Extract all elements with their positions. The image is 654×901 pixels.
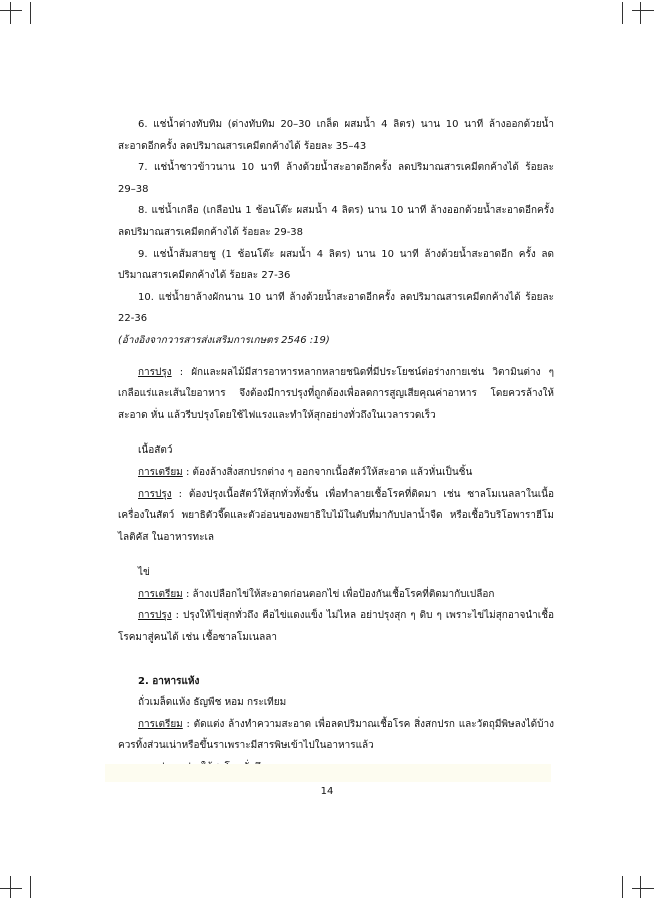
crop-mark [0, 888, 22, 889]
paragraph-item-10: 10. แช่น้ำยาล้างผักนาน 10 นาที ล้างด้วยน้ำสะอาดอีกครั้ง ลดปริมาณสารเคมีตกค้างได้ ร้อยละ 22-36 [118, 291, 554, 325]
egg-title: ไข่ [138, 567, 150, 579]
crop-mark [640, 876, 641, 898]
egg-cook-label: การปรุง [138, 610, 172, 622]
page-content [118, 114, 554, 779]
crop-mark [622, 2, 623, 24]
crop-mark [10, 876, 11, 898]
crop-mark [10, 2, 11, 24]
crop-mark [30, 2, 31, 24]
dry-food-subtitle: ถั่วเมล็ดแห้ง ธัญพืช หอม กระเทียม [138, 697, 287, 709]
meat-cook-text: : ต้องปรุงเนื้อสัตว์ให้สุกทั่วทั้งชิ้น เพื่อทำลายเชื้อโรคที่ติดมา เช่น ซาลโมเนลลาในเนื้อ เครื่องในสัตว์ พยาธิตัวจี๊ดและตัวอ่อนของพยาธิใบไม้ในตับที่มากับปลาน้ำจืด หรือเชื้อวิบริโอพาราฮีโมไลติคัส ในอาหารทะเล [118, 488, 554, 543]
page-number: 14 [320, 786, 334, 797]
meat-prep-text: : ต้องล้างสิ่งสกปรกต่าง ๆ ออกจากเนื้อสัตว์ให้สะอาด แล้วหั่นเป็นชิ้น [182, 466, 473, 478]
meat-cook [118, 484, 554, 549]
egg-prep-text: : ล้างเปลือกไข่ให้สะอาดก่อนตอกไข่ เพื่อป้องกันเชื้อโรคที่ติดมากับเปลือก [182, 588, 495, 600]
citation: (อ้างอิงจากวารสารส่งเสริมการเกษตร 2546 :19) [118, 334, 330, 346]
crop-mark [632, 888, 654, 889]
cooking-paragraph [118, 362, 554, 427]
egg-prep [118, 584, 554, 606]
meat-title: เนื้อสัตว์ [138, 445, 173, 457]
egg-cook [118, 605, 554, 648]
crop-mark [622, 876, 623, 898]
footer-shade [105, 764, 551, 782]
meat-prep [118, 462, 554, 484]
section-heading: 2. อาหารแห้ง [138, 675, 200, 687]
meat-cook-label: การปรุง [138, 488, 172, 500]
egg-prep-label: การเตรียม [138, 588, 183, 600]
cooking-label: การปรุง [138, 366, 172, 378]
paragraph-item-9: 9. แช่น้ำส้มสายชู (1 ช้อนโต๊ะ ผสมน้ำ 4 ลิตร) นาน 10 นาที ล้างด้วยน้ำสะอาดอีก ครั้ง ลดปริมาณสารเคมีตกค้างได้ ร้อยละ 27-36 [118, 248, 554, 282]
dry-food-prep [118, 714, 554, 757]
cooking-text: : ผักและผลไม้มีสารอาหารหลากหลายชนิดที่มีประโยชน์ต่อร่างกายเช่น วิตามินต่าง ๆ เกลือแร่และเส้นใยอาหาร จึงต้องมีการปรุงที่ถูกต้องเพื่อลดการสูญเสียคุณค่าอาหาร โดยควรล้างให้สะอาด หั่น แล้วรีบปรุงโดยใช้ไฟแรงและทำให้สุกอย่างทั่วถึงในเวลารวดเร็ว [118, 366, 554, 421]
crop-mark [0, 10, 22, 11]
crop-mark [30, 876, 31, 898]
egg-cook-text: : ปรุงให้ไข่สุกทั่วถึง คือไข่แดงแข็ง ไม่ไหล อย่าปรุงสุก ๆ ดิบ ๆ เพราะไข่ไม่สุกอาจนำเชื้อโรคมาสู่คนได้ เช่น เชื้อซาลโมเนลลา [118, 610, 554, 644]
meat-prep-label: การเตรียม [138, 466, 183, 478]
crop-mark [632, 10, 654, 11]
dry-food-prep-text: : ตัดแต่ง ล้างทำความสะอาด เพื่อลดปริมาณเชื้อโรค สิ่งสกปรก และวัตถุมีพิษลงได้บ้าง ควรทิ้งส่วนเน่าหรือขึ้นราเพราะมีสารพิษเข้าไปในอาหารแล้ว [118, 718, 554, 752]
crop-mark [640, 2, 641, 24]
paragraph-item-7: 7. แช่น้ำซาวข้าวนาน 10 นาที ล้างด้วยน้ำสะอาดอีกครั้ง ลดปริมาณสารเคมีตกค้างได้ ร้อยละ 29–38 [118, 162, 554, 195]
paragraph-item-6: 6. แช่น้ำด่างทับทิม (ด่างทับทิม 20–30 เกล็ด ผสมน้ำ 4 ลิตร) นาน 10 นาที ล้างออกด้วยน้ำสะอาดอีกครั้ง ลดปริมาณสารเคมีตกค้างได้ ร้อยละ 35–43 [118, 119, 554, 152]
paragraph-item-8: 8. แช่น้ำเกลือ (เกลือป่น 1 ช้อนโต๊ะ ผสมน้ำ 4 ลิตร) นาน 10 นาที ล้างออกด้วยน้ำสะอาดอีกครั้ง ลดปริมาณสารเคมีตกค้างได้ ร้อยละ 29-38 [118, 205, 554, 238]
dry-food-prep-label: การเตรียม [138, 718, 183, 730]
